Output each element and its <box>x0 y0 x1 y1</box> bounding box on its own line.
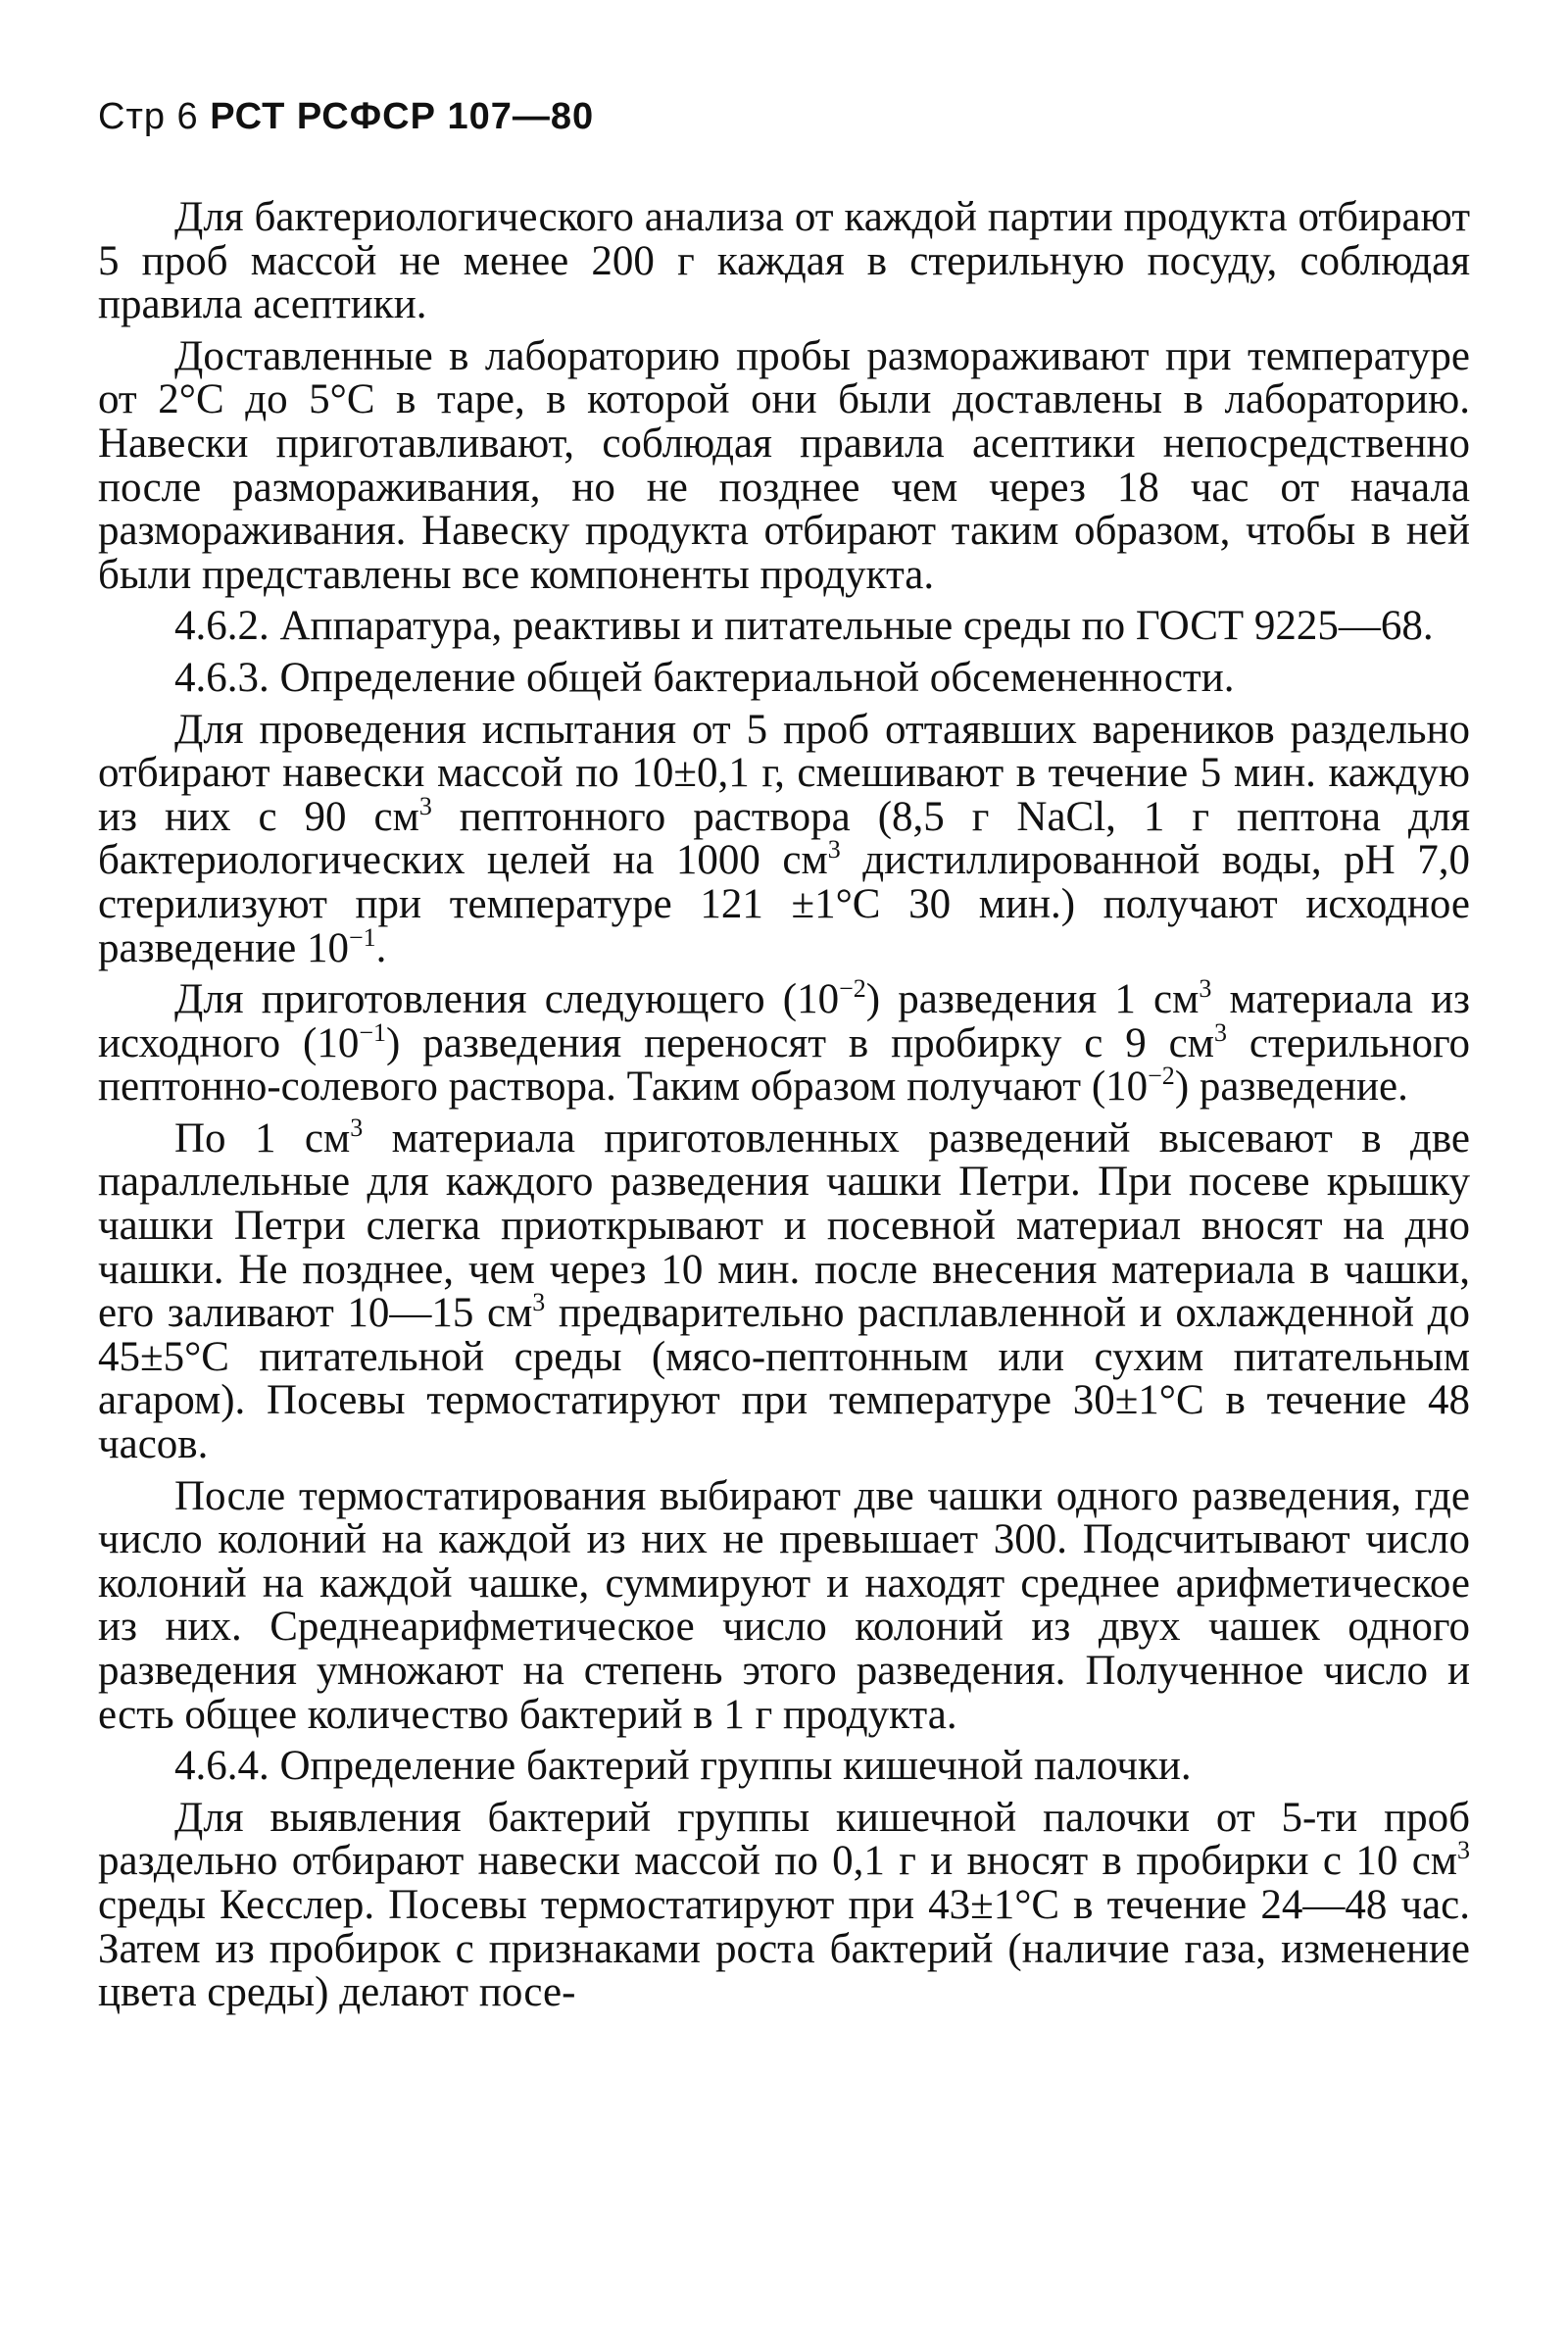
section-4-6-4-heading: 4.6.4. Определение бактерий группы кишечной палочки. <box>174 1743 1192 1790</box>
paragraph-sampling: Для бактериологического анализа от каждой партии продукта отбирают 5 проб массой не менее 200 г каждая в стерильную посуду, соблюдая правила асептики. <box>98 194 1470 328</box>
paragraph-seeding: По 1 $см^3$ материала приготовленных разведений высевают в две параллельные для каждого разведения чашки Петри. При посеве крышку чашки Петри слегка приоткрывают и посевной материал вносят на дно чашки. Не позднее, чем через 10 мин. после внесения материала в чашки, его заливают 10—15 $см^3$ предварительно расплавленной и охлажденной до 45±5°С питательной среды (мясо-пептонным или сухим питательным агаром). Посевы термостатируют при температуре 30±1°С в течение 48 часов. <box>98 1113 1470 1468</box>
paragraph-counting: После термостатирования выбирают две чашки одного разведения, где число колоний на каждой из них не превышает 300. Подсчитывают число колоний на каждой чашке, суммируют и находят среднее арифметическое из них. Среднеарифметическое число колоний из двух чашек одного разведения умножают на степень этого разведения. Полученное число и есть общее количество бактерий в 1 г продукта. <box>98 1472 1470 1738</box>
page-header <box>98 94 594 139</box>
page-number: Стр 6 <box>98 96 199 137</box>
paragraph-dilution: Для приготовления следующего $(10^{-2})$ разведения 1 $см^3$ материала из исходного $(10^{-1})$ разведения переносят в пробирку с 9 $см^3$ стерильного пептонно-солевого раствора. Таким образом получают $(10^{-2})$ разведение. <box>98 974 1471 1111</box>
paragraph-thawing: Доставленные в лабораторию пробы размораживают при температуре от 2°С до 5°С в таре, в которой они были доставлены в лабораторию. Навески приготавливают, соблюдая правила асептики непосредственно после размораживания, но не позднее чем через 18 час от начала размораживания. Навеску продукта отбирают таким образом, чтобы в ней были представлены все компоненты продукта. <box>98 332 1470 598</box>
section-4-6-3-heading: 4.6.3. Определение общей бактериальной обсемененности. <box>174 654 1235 701</box>
paragraph-coliform: Для выявления бактерий группы кишечной палочки от 5-ти проб раздельно отбирают навески массой по 0,1 г и вносят в пробирки с 10 $см^3$ среды Кесслер. Посевы термостатируют при 43±1°С в течение 24—48 час. Затем из пробирок с признаками роста бактерий (наличие газа, изменение цвета среды) делают посе- <box>98 1794 1470 2016</box>
paragraph-test-procedure: Для проведения испытания от 5 проб оттаявших вареников раздельно отбирают навески массой по 10±0,1 г, смешивают в течение 5 мин. каждую из них с 90 $см^3$ пептонного раствора (8,5 г NaCl, 1 г пептона для бактериологических целей на 1000 $см^3$ дистиллированной воды, рН 7,0 стерилизуют при температуре 121 ±1°С 30 мин.) получают исходное разведение $10^{-1}$. <box>98 706 1470 971</box>
standard-number: РСТ РСФСР 107—80 <box>210 96 595 137</box>
section-4-6-2: 4.6.2. Аппаратура, реактивы и питательные среды по ГОСТ 9225—68. <box>174 603 1434 650</box>
document-body <box>98 196 1470 2023</box>
